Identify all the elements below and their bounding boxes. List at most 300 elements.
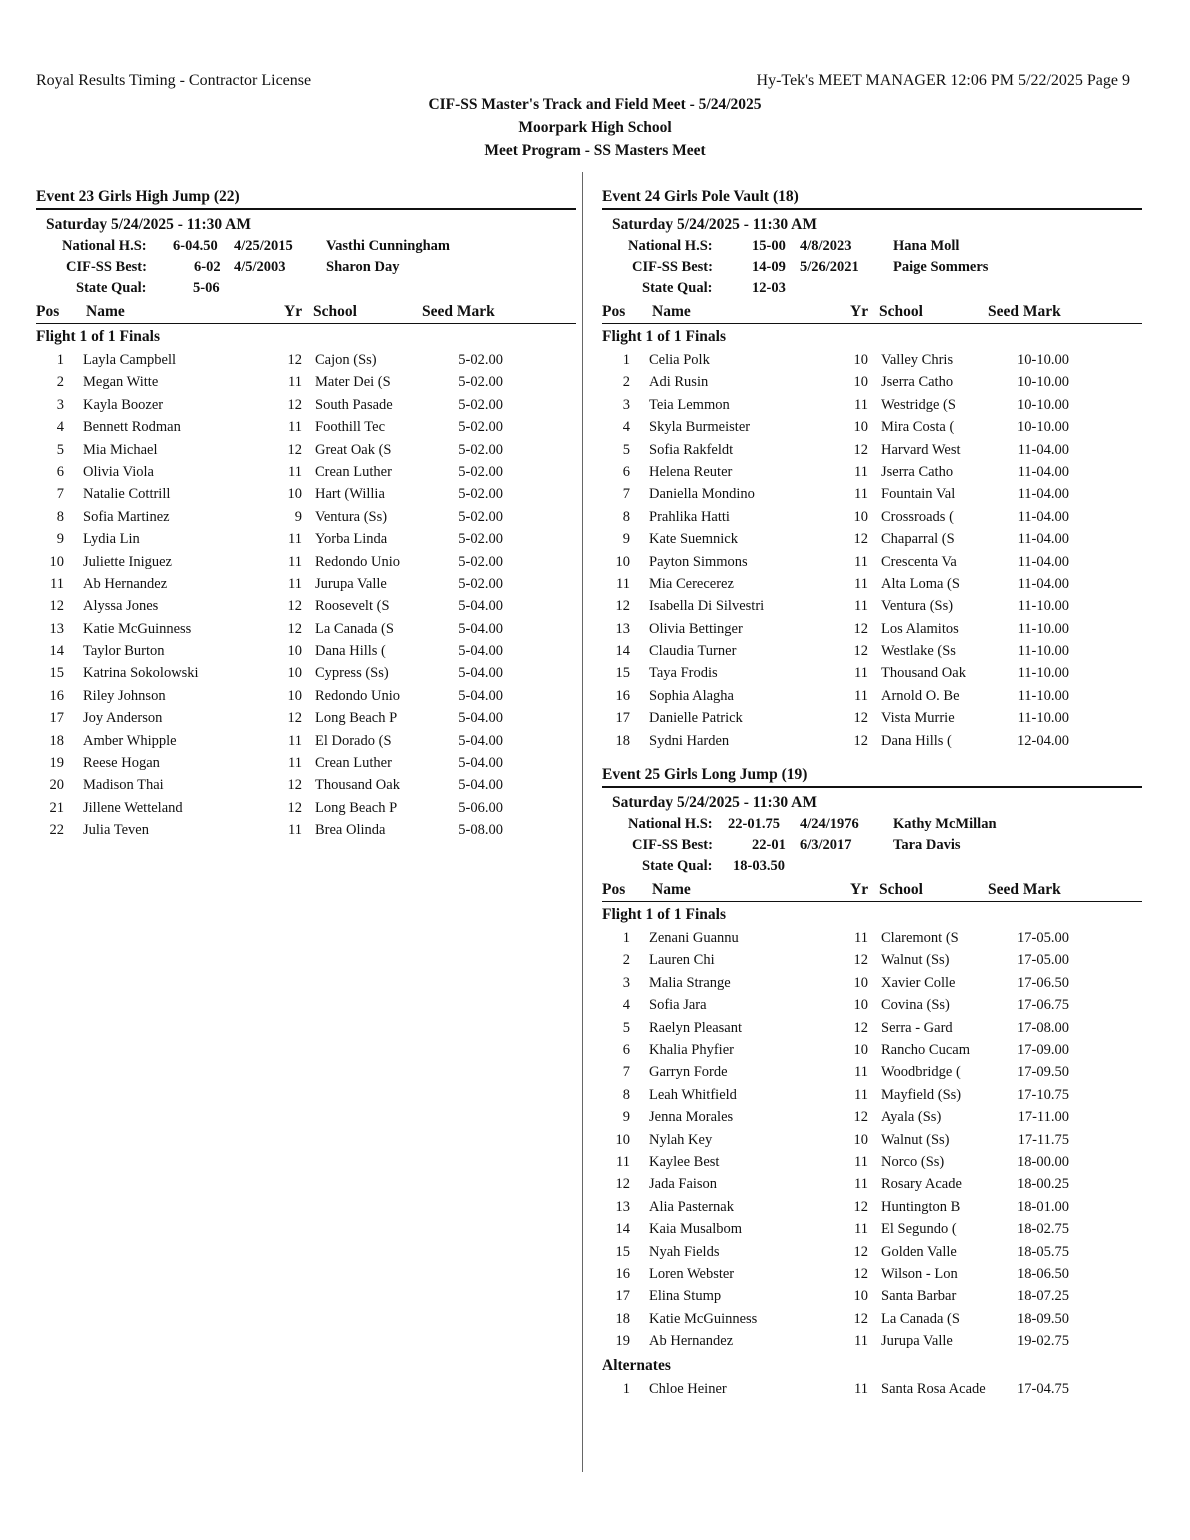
entry-seed-mark: 5-04.00 <box>458 598 503 615</box>
entry-pos: 17 <box>615 710 630 727</box>
entry-school: Redondo Unio <box>315 553 400 570</box>
entry-row <box>36 394 576 416</box>
entry-seed-mark: 12-04.00 <box>1017 732 1069 749</box>
entry-school: Great Oak (S <box>315 441 392 458</box>
record-row <box>602 814 1142 835</box>
entry-name: Mia Cerecerez <box>649 575 734 592</box>
record-date: 4/5/2003 <box>234 259 286 275</box>
entry-row <box>602 730 1142 752</box>
entry-seed-mark: 10-10.00 <box>1017 419 1069 436</box>
entry-pos: 18 <box>615 732 630 749</box>
entry-school: Arnold O. Be <box>881 687 960 704</box>
entry-seed-mark: 18-09.50 <box>1017 1310 1069 1327</box>
entry-seed-mark: 11-04.00 <box>1017 508 1069 525</box>
entry-pos: 3 <box>622 974 630 991</box>
entry-yr: 11 <box>854 486 868 503</box>
entry-row <box>602 927 1142 949</box>
entry-pos: 9 <box>622 531 630 548</box>
entry-school: Dana Hills ( <box>315 643 386 660</box>
entry-seed-mark: 11-04.00 <box>1017 486 1069 503</box>
entry-seed-mark: 5-08.00 <box>458 822 503 839</box>
entry-seed-mark: 10-10.00 <box>1017 352 1069 368</box>
entry-name: Daniella Mondino <box>649 486 755 503</box>
entry-row <box>36 685 576 707</box>
entry-yr: 11 <box>854 598 868 615</box>
column-headers <box>602 879 1142 902</box>
entry-row <box>36 640 576 662</box>
record-label: State Qual: <box>76 280 147 296</box>
record-label: CIF-SS Best: <box>632 837 713 854</box>
entry-school: Crean Luther <box>315 755 392 772</box>
entry-seed-mark: 5-02.00 <box>458 531 503 548</box>
event-23 <box>36 186 576 842</box>
record-date: 6/3/2017 <box>800 837 852 854</box>
column-divider <box>582 172 583 1472</box>
column-headers <box>36 301 576 324</box>
entry-seed-mark: 5-04.00 <box>458 777 503 794</box>
entry-name: Sydni Harden <box>649 732 730 749</box>
entry-yr: 11 <box>854 1381 868 1398</box>
record-mark: 15-00 <box>752 238 786 254</box>
entry-row <box>602 1241 1142 1263</box>
record-row <box>602 856 1142 877</box>
entry-yr: 12 <box>853 1310 868 1327</box>
entry-pos: 13 <box>49 620 64 637</box>
entry-name: Sophia Alagha <box>649 687 734 704</box>
entry-row <box>602 949 1142 971</box>
entry-row <box>602 573 1142 595</box>
column-header-school: School <box>313 303 357 320</box>
entry-row <box>602 461 1142 483</box>
record-label: National H.S: <box>628 238 713 254</box>
record-row <box>602 278 1142 299</box>
record-label: National H.S: <box>628 816 713 833</box>
entry-school: Westlake (Ss <box>881 643 956 660</box>
entry-yr: 11 <box>854 575 868 592</box>
entry-pos: 6 <box>56 463 64 480</box>
entry-seed-mark: 17-10.75 <box>1017 1086 1069 1103</box>
entry-name: Ab Hernandez <box>83 575 168 592</box>
entry-name: Lydia Lin <box>83 531 140 548</box>
entry-pos: 3 <box>622 396 630 413</box>
entry-school: Jurupa Valle <box>881 1333 953 1350</box>
license-text: Royal Results Timing - Contractor License <box>36 72 312 89</box>
entry-yr: 11 <box>854 1064 868 1081</box>
entry-school: Covina (Ss) <box>881 997 950 1014</box>
record-label: State Qual: <box>642 858 713 875</box>
entry-school: Mira Costa ( <box>881 419 955 436</box>
column-header-yr: Yr <box>850 303 869 320</box>
entry-pos: 2 <box>56 374 64 391</box>
entry-pos: 6 <box>622 463 630 480</box>
entry-yr: 12 <box>287 352 302 368</box>
entry-school: Vista Murrie <box>881 710 955 727</box>
entry-school: Chaparral (S <box>881 531 955 548</box>
entry-pos: 1 <box>622 930 630 947</box>
flight-heading: Flight 1 of 1 Finals <box>602 328 727 345</box>
entry-name: Elina Stump <box>649 1288 722 1305</box>
entry-seed-mark: 17-05.00 <box>1017 930 1069 947</box>
entry-pos: 16 <box>615 687 630 704</box>
entry-name: Julia Teven <box>83 822 149 839</box>
entry-seed-mark: 11-10.00 <box>1017 598 1069 615</box>
entry-seed-mark: 5-02.00 <box>458 575 503 592</box>
entry-pos: 4 <box>56 419 64 436</box>
entry-yr: 11 <box>854 1153 868 1170</box>
entry-name: Olivia Viola <box>83 463 154 480</box>
entry-row <box>602 483 1142 505</box>
entry-yr: 11 <box>288 553 302 570</box>
entry-name: Nylah Key <box>649 1131 713 1148</box>
record-mark: 12-03 <box>752 280 786 296</box>
entry-name: Helena Reuter <box>649 463 733 480</box>
entry-seed-mark: 10-10.00 <box>1017 374 1069 391</box>
entry-yr: 12 <box>287 710 302 727</box>
entry-pos: 22 <box>49 822 64 839</box>
entry-yr: 12 <box>853 531 868 548</box>
entry-name: Adi Rusin <box>649 374 709 391</box>
entry-row <box>602 439 1142 461</box>
entry-row <box>602 506 1142 528</box>
alternate-row <box>602 1378 1142 1400</box>
entry-pos: 18 <box>49 732 64 749</box>
entry-pos: 2 <box>622 952 630 969</box>
entry-school: Ayala (Ss) <box>881 1109 942 1126</box>
entry-seed-mark: 17-06.75 <box>1017 997 1069 1014</box>
entry-row <box>602 394 1142 416</box>
entry-name: Joy Anderson <box>83 710 163 727</box>
entry-name: Layla Campbell <box>83 352 177 368</box>
entry-pos: 14 <box>615 1221 630 1238</box>
entry-row <box>602 595 1142 617</box>
entry-school: Rosary Acade <box>881 1176 962 1193</box>
entry-pos: 11 <box>616 1153 630 1170</box>
entry-school: Fountain Val <box>881 486 956 503</box>
entry-school: Claremont (S <box>881 930 959 947</box>
record-date: 4/24/1976 <box>800 816 859 833</box>
entry-school: Redondo Unio <box>315 687 400 704</box>
entry-pos: 9 <box>622 1109 630 1126</box>
entry-name: Khalia Phyfier <box>649 1041 734 1058</box>
entry-name: Raelyn Pleasant <box>649 1019 743 1036</box>
entry-name: Loren Webster <box>649 1265 735 1282</box>
entry-row <box>36 349 576 371</box>
entry-row <box>602 1218 1142 1240</box>
entry-pos: 15 <box>615 665 630 682</box>
record-mark: 22-01.75 <box>728 816 780 833</box>
entry-seed-mark: 5-02.00 <box>458 374 503 391</box>
entry-row <box>602 662 1142 684</box>
entry-school: Foothill Tec <box>315 419 386 436</box>
record-row <box>36 257 576 278</box>
entry-name: Olivia Bettinger <box>649 620 743 637</box>
entry-yr: 10 <box>853 419 868 436</box>
entry-yr: 11 <box>854 930 868 947</box>
entry-pos: 1 <box>622 352 630 368</box>
entry-yr: 11 <box>288 732 302 749</box>
entry-name: Payton Simmons <box>649 553 748 570</box>
column-header-yr: Yr <box>850 881 869 899</box>
entry-seed-mark: 5-04.00 <box>458 710 503 727</box>
column-header-name: Name <box>652 303 691 320</box>
entry-pos: 14 <box>49 643 64 660</box>
entry-school: Los Alamitos <box>881 620 959 637</box>
entry-pos: 15 <box>49 665 64 682</box>
record-holder: Hana Moll <box>893 238 960 254</box>
entry-pos: 18 <box>615 1310 630 1327</box>
entry-seed-mark: 11-10.00 <box>1017 665 1069 682</box>
entry-name: Taylor Burton <box>83 643 165 660</box>
entry-yr: 12 <box>853 441 868 458</box>
left-column <box>36 186 576 842</box>
entry-name: Kayla Boozer <box>83 396 164 413</box>
entry-pos: 17 <box>49 710 64 727</box>
entry-row <box>36 416 576 438</box>
entry-school: Santa Barbar <box>881 1288 957 1305</box>
entry-school: Walnut (Ss) <box>881 952 950 969</box>
entry-yr: 12 <box>853 1265 868 1282</box>
entry-yr: 11 <box>854 463 868 480</box>
entry-school: Valley Chris <box>881 352 954 368</box>
record-mark: 14-09 <box>752 259 786 275</box>
entry-school: Jserra Catho <box>881 463 954 480</box>
record-holder: Tara Davis <box>893 837 961 854</box>
entry-name: Garryn Forde <box>649 1064 728 1081</box>
entry-pos: 9 <box>56 531 64 548</box>
entry-pos: 17 <box>615 1288 630 1305</box>
entry-yr: 10 <box>853 1131 868 1148</box>
record-row <box>36 278 576 299</box>
entry-yr: 11 <box>288 419 302 436</box>
entry-name: Sofia Rakfeldt <box>649 441 734 458</box>
entry-row <box>602 551 1142 573</box>
flight-heading: Flight 1 of 1 Finals <box>602 906 727 924</box>
entry-pos: 8 <box>56 508 64 525</box>
record-holder: Kathy McMillan <box>893 816 997 833</box>
entry-seed-mark: 17-09.50 <box>1017 1064 1069 1081</box>
entry-school: Hart (Willia <box>315 486 385 503</box>
record-mark: 18-03.50 <box>733 858 785 875</box>
entry-seed-mark: 11-04.00 <box>1017 441 1069 458</box>
entry-pos: 14 <box>615 643 630 660</box>
entry-pos: 11 <box>616 575 630 592</box>
entry-seed-mark: 17-04.75 <box>1017 1381 1069 1398</box>
entry-name: Katrina Sokolowski <box>83 665 199 682</box>
entry-pos: 1 <box>622 1381 630 1398</box>
entry-seed-mark: 18-07.25 <box>1017 1288 1069 1305</box>
entry-yr: 12 <box>853 732 868 749</box>
entry-yr: 12 <box>287 799 302 816</box>
entry-yr: 12 <box>853 710 868 727</box>
entry-school: Cajon (Ss) <box>315 352 377 368</box>
entry-school: Norco (Ss) <box>881 1153 945 1170</box>
record-holder: Paige Sommers <box>893 259 989 275</box>
meet-venue: Moorpark High School <box>518 119 672 136</box>
entry-school: Crossroads ( <box>881 508 954 525</box>
entry-seed-mark: 5-02.00 <box>458 419 503 436</box>
entry-pos: 16 <box>615 1265 630 1282</box>
entry-row <box>602 1196 1142 1218</box>
entry-name: Jillene Wetteland <box>83 799 183 816</box>
entry-name: Reese Hogan <box>83 755 160 772</box>
entry-seed-mark: 18-01.00 <box>1017 1198 1069 1215</box>
entry-yr: 11 <box>288 822 302 839</box>
entry-pos: 8 <box>622 508 630 525</box>
entry-yr: 12 <box>853 1019 868 1036</box>
entry-school: Mater Dei (S <box>315 374 391 391</box>
entry-pos: 21 <box>49 799 64 816</box>
entry-yr: 11 <box>854 1333 868 1350</box>
entry-school: Roosevelt (S <box>315 598 390 615</box>
entry-yr: 10 <box>853 974 868 991</box>
entry-yr: 11 <box>288 463 302 480</box>
entry-seed-mark: 18-05.75 <box>1017 1243 1069 1260</box>
alternates-heading: Alternates <box>602 1357 671 1375</box>
entry-name: Zenani Guannu <box>649 930 739 947</box>
record-label: CIF-SS Best: <box>66 259 147 275</box>
record-date: 4/8/2023 <box>800 238 852 254</box>
entry-school: Dana Hills ( <box>881 732 952 749</box>
entry-yr: 12 <box>853 952 868 969</box>
entry-school: Thousand Oak <box>881 665 966 682</box>
entry-seed-mark: 5-02.00 <box>458 486 503 503</box>
entry-name: Jenna Morales <box>649 1109 734 1126</box>
entry-seed-mark: 18-00.00 <box>1017 1153 1069 1170</box>
entry-name: Isabella Di Silvestri <box>649 598 765 615</box>
entry-row <box>36 618 576 640</box>
entry-pos: 12 <box>49 598 64 615</box>
entry-row <box>36 797 576 819</box>
entry-yr: 10 <box>853 508 868 525</box>
entry-name: Bennett Rodman <box>83 419 181 436</box>
entry-seed-mark: 18-02.75 <box>1017 1221 1069 1238</box>
entry-seed-mark: 11-10.00 <box>1017 710 1069 727</box>
entry-row <box>36 506 576 528</box>
column-header-seed-mark: Seed Mark <box>422 303 495 320</box>
entry-name: Danielle Patrick <box>649 710 743 727</box>
entry-pos: 3 <box>56 396 64 413</box>
entry-school: Alta Loma (S <box>881 575 960 592</box>
entry-seed-mark: 11-10.00 <box>1017 620 1069 637</box>
event-session-time: Saturday 5/24/2025 - 11:30 AM <box>612 794 817 812</box>
entry-school: Rancho Cucam <box>881 1041 970 1058</box>
entry-yr: 9 <box>294 508 302 525</box>
entry-row <box>36 573 576 595</box>
entry-row <box>36 819 576 841</box>
entry-row <box>602 1129 1142 1151</box>
entry-seed-mark: 11-10.00 <box>1017 643 1069 660</box>
entry-row <box>602 1308 1142 1330</box>
entry-name: Skyla Burmeister <box>649 419 751 436</box>
entry-yr: 10 <box>853 997 868 1014</box>
meet-manager-info: Hy-Tek's MEET MANAGER 12:06 PM 5/22/2025 Page 9 <box>756 72 1130 89</box>
entry-school: Santa Rosa Acade <box>881 1381 986 1398</box>
entry-school: Yorba Linda <box>315 531 388 548</box>
entry-row <box>36 461 576 483</box>
entry-pos: 8 <box>622 1086 630 1103</box>
record-mark: 6-04.50 <box>173 238 218 254</box>
entry-row <box>36 371 576 393</box>
column-header-yr: Yr <box>284 303 303 320</box>
entry-pos: 5 <box>622 441 630 458</box>
event-24 <box>602 186 1142 752</box>
entry-seed-mark: 5-04.00 <box>458 620 503 637</box>
entry-yr: 10 <box>287 486 302 503</box>
entry-yr: 11 <box>854 1221 868 1238</box>
entry-seed-mark: 11-04.00 <box>1017 553 1069 570</box>
entry-row <box>602 371 1142 393</box>
entry-row <box>602 972 1142 994</box>
entry-pos: 10 <box>615 553 630 570</box>
entry-row <box>602 618 1142 640</box>
entry-seed-mark: 5-02.00 <box>458 352 503 368</box>
entry-school: Long Beach P <box>315 799 398 816</box>
entry-row <box>36 662 576 684</box>
entry-yr: 11 <box>288 575 302 592</box>
entry-seed-mark: 17-08.00 <box>1017 1019 1069 1036</box>
entry-yr: 12 <box>853 1109 868 1126</box>
record-holder: Vasthi Cunningham <box>326 238 450 254</box>
entry-seed-mark: 11-04.00 <box>1017 463 1069 480</box>
entry-name: Celia Polk <box>649 352 710 368</box>
entry-school: Cypress (Ss) <box>315 665 389 682</box>
entry-school: Xavier Colle <box>881 974 956 991</box>
entry-pos: 11 <box>50 575 64 592</box>
entry-name: Lauren Chi <box>649 952 715 969</box>
entry-seed-mark: 17-11.75 <box>1017 1131 1069 1148</box>
entry-seed-mark: 5-04.00 <box>458 643 503 660</box>
event-session-time: Saturday 5/24/2025 - 11:30 AM <box>46 216 251 233</box>
entry-seed-mark: 5-02.00 <box>458 463 503 480</box>
entry-pos: 13 <box>615 1198 630 1215</box>
meet-title: CIF-SS Master's Track and Field Meet - 5/24/2025 <box>428 96 762 113</box>
entry-row <box>602 1151 1142 1173</box>
entry-seed-mark: 18-06.50 <box>1017 1265 1069 1282</box>
entry-row <box>602 685 1142 707</box>
entry-seed-mark: 18-00.25 <box>1017 1176 1069 1193</box>
entry-row <box>602 1084 1142 1106</box>
entry-seed-mark: 17-11.00 <box>1017 1109 1069 1126</box>
entry-yr: 12 <box>853 643 868 660</box>
record-mark: 6-02 <box>194 259 221 275</box>
entry-school: Long Beach P <box>315 710 398 727</box>
entry-pos: 5 <box>622 1019 630 1036</box>
event-title: Event 23 Girls High Jump (22) <box>36 186 576 210</box>
entry-yr: 11 <box>854 665 868 682</box>
entry-yr: 10 <box>287 665 302 682</box>
entry-name: Kaia Musalbom <box>649 1221 743 1238</box>
entry-row <box>36 752 576 774</box>
entry-seed-mark: 5-02.00 <box>458 441 503 458</box>
entry-pos: 2 <box>622 374 630 391</box>
entry-row <box>602 1017 1142 1039</box>
column-headers <box>602 301 1142 324</box>
entry-seed-mark: 11-10.00 <box>1017 687 1069 704</box>
entry-yr: 11 <box>288 531 302 548</box>
entry-yr: 11 <box>854 553 868 570</box>
meet-program-title: Meet Program - SS Masters Meet <box>484 142 706 159</box>
entry-row <box>36 774 576 796</box>
entry-name: Chloe Heiner <box>649 1381 727 1398</box>
record-row <box>602 835 1142 856</box>
entry-school: Golden Valle <box>881 1243 957 1260</box>
entry-name: Riley Johnson <box>83 687 166 704</box>
record-holder: Sharon Day <box>326 259 400 275</box>
record-row <box>36 236 576 257</box>
entry-yr: 12 <box>287 777 302 794</box>
record-label: National H.S: <box>62 238 147 254</box>
record-mark: 5-06 <box>193 280 220 296</box>
